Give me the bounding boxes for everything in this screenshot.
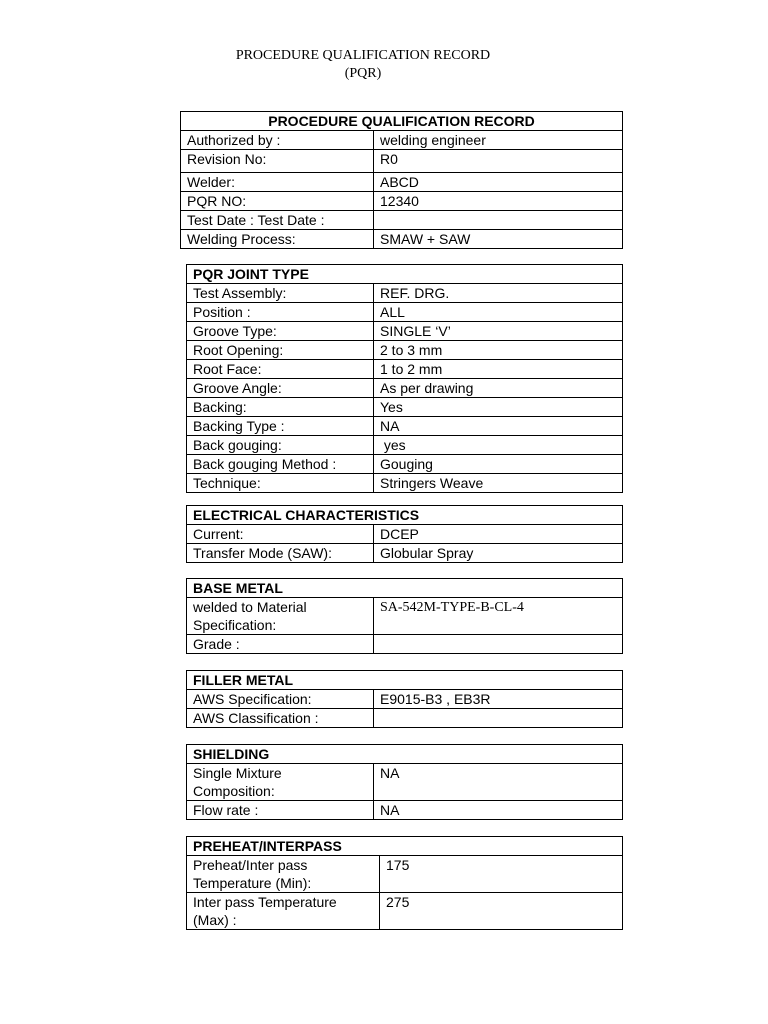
general-info-heading: PROCEDURE QUALIFICATION RECORD — [181, 112, 623, 131]
test-assembly-label: Test Assembly: — [187, 284, 374, 303]
welding-process-value: SMAW + SAW — [374, 230, 623, 249]
preheat-min-label: Preheat/Inter pass Temperature (Min): — [187, 856, 380, 893]
aws-specification-value: E9015-B3 , EB3R — [374, 690, 623, 709]
revision-no-value: R0 — [374, 150, 623, 173]
material-specification-label: welded to Material Specification: — [187, 598, 374, 635]
joint-type-heading: PQR JOINT TYPE — [187, 265, 623, 284]
authorized-by-value: welding engineer — [374, 131, 623, 150]
flow-rate-label: Flow rate : — [187, 801, 374, 820]
document-subtitle: (PQR) — [344, 66, 382, 81]
backing-label: Backing: — [187, 398, 374, 417]
joint-type-table — [186, 264, 623, 493]
aws-specification-label: AWS Specification: — [187, 690, 374, 709]
transfer-mode-label: Transfer Mode (SAW): — [187, 544, 374, 563]
test-date-label: Test Date : Test Date : — [181, 211, 374, 230]
filler-metal-table — [186, 670, 623, 728]
back-gouging-value: yes — [374, 436, 623, 455]
document-title: PROCEDURE QUALIFICATION RECORD — [235, 48, 491, 63]
electrical-heading: ELECTRICAL CHARACTERISTICS — [187, 506, 623, 525]
grade-value — [374, 635, 623, 654]
material-specification-value: SA-542M-TYPE-B-CL-4 — [374, 598, 623, 635]
filler-metal-heading: FILLER METAL — [187, 671, 623, 690]
mixture-composition-value: NA — [374, 764, 623, 801]
position-value: ALL — [374, 303, 623, 322]
pqr-no-label: PQR NO: — [181, 192, 374, 211]
technique-label: Technique: — [187, 474, 374, 493]
groove-angle-value: As per drawing — [374, 379, 623, 398]
current-label: Current: — [187, 525, 374, 544]
mixture-composition-label: Single Mixture Composition: — [187, 764, 374, 801]
interpass-max-value: 275 — [380, 893, 623, 930]
backing-type-label: Backing Type : — [187, 417, 374, 436]
aws-classification-label: AWS Classification : — [187, 709, 374, 728]
technique-value: Stringers Weave — [374, 474, 623, 493]
back-gouging-method-value: Gouging — [374, 455, 623, 474]
groove-type-label: Groove Type: — [187, 322, 374, 341]
preheat-min-value: 175 — [380, 856, 623, 893]
test-date-value — [374, 211, 623, 230]
base-metal-heading: BASE METAL — [187, 579, 623, 598]
backing-type-value: NA — [374, 417, 623, 436]
preheat-heading: PREHEAT/INTERPASS — [187, 837, 623, 856]
backing-value: Yes — [374, 398, 623, 417]
revision-no-label: Revision No: — [181, 150, 374, 173]
electrical-table — [186, 505, 623, 563]
groove-angle-label: Groove Angle: — [187, 379, 374, 398]
root-face-label: Root Face: — [187, 360, 374, 379]
shielding-heading: SHIELDING — [187, 745, 623, 764]
groove-type-value: SINGLE ‘V’ — [374, 322, 623, 341]
root-opening-value: 2 to 3 mm — [374, 341, 623, 360]
authorized-by-label: Authorized by : — [181, 131, 374, 150]
transfer-mode-value: Globular Spray — [374, 544, 623, 563]
shielding-table — [186, 744, 623, 820]
grade-label: Grade : — [187, 635, 374, 654]
aws-classification-value — [374, 709, 623, 728]
welder-label: Welder: — [181, 173, 374, 192]
current-value: DCEP — [374, 525, 623, 544]
preheat-table — [186, 836, 623, 930]
pqr-no-value: 12340 — [374, 192, 623, 211]
general-info-table — [180, 111, 623, 249]
root-opening-label: Root Opening: — [187, 341, 374, 360]
welding-process-label: Welding Process: — [181, 230, 374, 249]
flow-rate-value: NA — [374, 801, 623, 820]
root-face-value: 1 to 2 mm — [374, 360, 623, 379]
interpass-max-label: Inter pass Temperature (Max) : — [187, 893, 380, 930]
welder-value: ABCD — [374, 173, 623, 192]
base-metal-table — [186, 578, 623, 654]
back-gouging-method-label: Back gouging Method : — [187, 455, 374, 474]
test-assembly-value: REF. DRG. — [374, 284, 623, 303]
back-gouging-label: Back gouging: — [187, 436, 374, 455]
position-label: Position : — [187, 303, 374, 322]
